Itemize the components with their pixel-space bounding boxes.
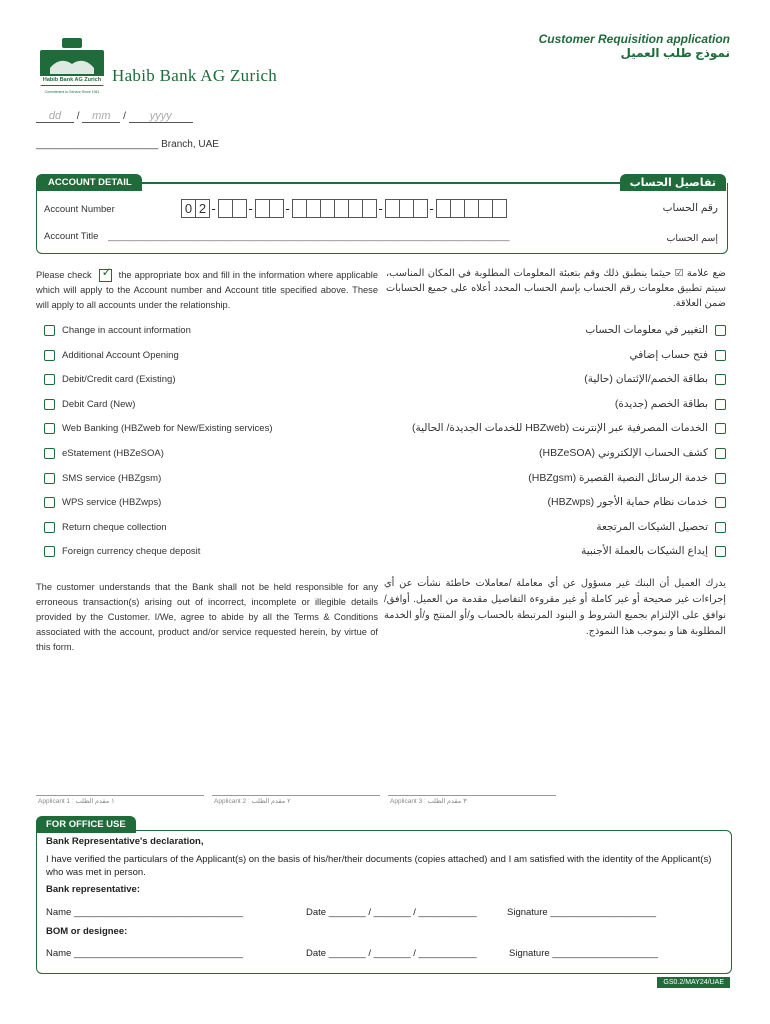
rep-signature-field[interactable]: Signature ____________________ xyxy=(507,907,656,918)
option-row-ar[interactable] xyxy=(412,422,726,434)
bom-date-field[interactable]: Date _______ / _______ / ___________ xyxy=(306,948,477,959)
bank-rep-title: Bank representative: xyxy=(46,884,140,895)
option-label: Return cheque collection xyxy=(62,522,167,534)
applicant-1-label: Applicant 1 : ١ مقدم الطلب xyxy=(38,798,115,805)
checkbox[interactable] xyxy=(715,399,726,410)
disclaimer-ar: يدرك العميل أن البنك غير مسؤول عن أي معاملة /معاملات خاطئة نشأت عن أي إجراءات غير صحيحة أو غير كاملة أو غير مقروءة التفاصيل مقدمة من العميل. أوافق/نوافق على الإلتزام بجميع الشروط و البنود المرتبطة بالحساب و/أو المنتج و/أو الخدمة المطلوبة هنا و بموجب هذا النموذج. xyxy=(384,578,726,637)
option-row-ar[interactable] xyxy=(581,545,726,557)
option-label-ar: الخدمات المصرفية عبر الإنترنت (HBZweb للخدمات الجديدة/ الحالية) xyxy=(412,422,708,434)
checkbox[interactable] xyxy=(715,350,726,361)
applicant-3-signature-line[interactable] xyxy=(388,795,556,796)
digit-box[interactable] xyxy=(292,199,307,218)
bom-name-field[interactable]: Name ________________________________ xyxy=(46,948,244,959)
logo-small-text: Habib Bank AG Zurich xyxy=(42,77,102,83)
option-label-ar: تحصيل الشيكات المرتجعة xyxy=(596,521,708,533)
option-label-ar: إيداع الشيكات بالعملة الأجنبية xyxy=(581,545,708,557)
checkbox[interactable] xyxy=(44,522,55,533)
option-label: Debit/Credit card (Existing) xyxy=(62,374,176,386)
option-label: Debit Card (New) xyxy=(62,399,136,411)
checkbox[interactable] xyxy=(44,374,55,385)
account-detail-tab: ACCOUNT DETAIL xyxy=(36,174,142,191)
instructions-ar: ضع علامة ☑ حيثما ينطبق ذلك وقم بتعبئة المعلومات المطلوبة في المكان المناسب، سيتم تطبيق معلومات رقم الحساب بإسم الحساب المحدد أعلاه على جميع الحسابات ضمن العلاقة. xyxy=(386,268,726,309)
option-label-ar: التغيير في معلومات الحساب xyxy=(585,324,708,336)
account-detail-box xyxy=(36,183,728,254)
digit-box[interactable] xyxy=(306,199,321,218)
digit-box: 2 xyxy=(195,199,210,218)
digit-box[interactable] xyxy=(255,199,270,218)
form-title-en: Customer Requisition application xyxy=(538,32,730,46)
digit-box[interactable] xyxy=(218,199,233,218)
option-row-ar[interactable] xyxy=(596,521,726,533)
option-label-ar: خدمات نظام حماية الأجور (HBZwps) xyxy=(547,496,708,508)
option-label-ar: خدمة الرسائل النصية القصيرة (HBZgsm) xyxy=(528,472,708,484)
checkbox[interactable] xyxy=(715,473,726,484)
office-use-tab: FOR OFFICE USE xyxy=(36,816,136,833)
checkbox[interactable] xyxy=(44,497,55,508)
option-label: SMS service (HBZgsm) xyxy=(62,473,162,485)
checkbox[interactable] xyxy=(715,325,726,336)
digit-box[interactable] xyxy=(450,199,465,218)
declaration-title: Bank Representative's declaration, xyxy=(46,836,204,847)
digit-box[interactable] xyxy=(478,199,493,218)
option-label-ar: فتح حساب إضافي xyxy=(629,349,708,361)
option-row[interactable] xyxy=(44,399,135,410)
checkbox[interactable] xyxy=(715,497,726,508)
bom-signature-field[interactable]: Signature ____________________ xyxy=(509,948,658,959)
form-title-ar: نموذج طلب العميل xyxy=(620,46,730,60)
account-number-field[interactable]: 0 2 - - - - - xyxy=(181,199,506,218)
digit-box[interactable] xyxy=(320,199,335,218)
checkbox[interactable] xyxy=(44,423,55,434)
account-title-label: Account Title xyxy=(44,231,99,242)
option-label-ar: بطاقة الخصم/الإئتمان (حالية) xyxy=(584,373,708,385)
checkbox[interactable] xyxy=(715,546,726,557)
digit-box[interactable] xyxy=(348,199,363,218)
logo-tagline: Commitment to Service Since 1941 xyxy=(44,90,100,94)
date-yyyy-field[interactable]: yyyy xyxy=(129,110,193,123)
option-row[interactable] xyxy=(44,546,200,557)
bank-logo xyxy=(38,38,106,98)
option-label: Additional Account Opening xyxy=(62,350,179,362)
checkbox[interactable] xyxy=(715,522,726,533)
checkbox[interactable] xyxy=(44,325,55,336)
disclaimer-en: The customer understands that the Bank shall not be held responsible for any erroneous transaction(s) arising out of incorrect, incomplete or illegible details provided by the Customer. I/We, agree to abide by all the Terms & Conditions associated with the account, product and/or service requested herein, by virtue of this form. xyxy=(36,582,378,652)
option-label-ar: بطاقة الخصم (جديدة) xyxy=(614,398,708,410)
option-row[interactable] xyxy=(44,325,191,336)
option-row-ar[interactable] xyxy=(539,447,726,459)
digit-box[interactable] xyxy=(334,199,349,218)
digit-box[interactable] xyxy=(399,199,414,218)
option-label: Foreign currency cheque deposit xyxy=(62,546,201,558)
digit-box[interactable] xyxy=(232,199,247,218)
option-row[interactable] xyxy=(44,522,167,533)
checkbox[interactable] xyxy=(715,423,726,434)
digit-box[interactable] xyxy=(385,199,400,218)
digit-box: 0 xyxy=(181,199,196,218)
option-row[interactable] xyxy=(44,473,161,484)
option-row[interactable] xyxy=(44,497,161,508)
branch-label: Branch, UAE xyxy=(161,139,219,150)
account-title-input[interactable]: ____________________________________________________________________________ xyxy=(108,231,510,242)
applicant-2-label: Applicant 2 : ٢ مقدم الطلب xyxy=(214,798,291,805)
option-label: WPS service (HBZwps) xyxy=(62,497,162,509)
checkbox[interactable] xyxy=(44,546,55,557)
form-code: GS0.2/MAY24/UAE xyxy=(657,977,730,988)
rep-name-field[interactable]: Name ________________________________ xyxy=(46,907,244,918)
option-row[interactable] xyxy=(44,423,272,434)
bank-name: Habib Bank AG Zurich xyxy=(112,66,278,85)
date-mm-field[interactable]: mm xyxy=(82,110,120,123)
account-title-label-ar: إسم الحساب xyxy=(666,233,718,244)
option-label: Change in account information xyxy=(62,325,191,337)
bom-title: BOM or designee: xyxy=(46,926,128,937)
digit-box[interactable] xyxy=(269,199,284,218)
date-field[interactable]: dd / mm / yyyy xyxy=(36,110,193,123)
option-row[interactable] xyxy=(44,350,179,361)
checkbox[interactable] xyxy=(44,350,55,361)
applicant-2-signature-line[interactable] xyxy=(212,795,380,796)
branch-line[interactable]: ______________________ xyxy=(36,139,159,150)
applicant-1-signature-line[interactable] xyxy=(36,795,204,796)
option-label: Web Banking (HBZweb for New/Existing services) xyxy=(62,423,273,435)
option-row[interactable] xyxy=(44,448,164,459)
option-row-ar[interactable] xyxy=(584,373,726,385)
option-row-ar[interactable] xyxy=(629,349,726,361)
digit-box[interactable] xyxy=(436,199,451,218)
digit-box[interactable] xyxy=(464,199,479,218)
branch-field[interactable] xyxy=(36,139,219,150)
checkbox[interactable] xyxy=(715,448,726,459)
account-detail-tab-ar: تفاصيل الحساب xyxy=(620,174,726,191)
date-dd-field[interactable]: dd xyxy=(36,110,74,123)
instructions-en: Please check ✓ the appropriate box and fill in the information where applicable which will apply to the Account number and Account title specified above. These will apply to all accounts under the relationship. xyxy=(36,265,378,310)
checkbox[interactable] xyxy=(44,399,55,410)
declaration-text: I have verified the particulars of the Applicant(s) on the basis of his/her/their documents (copies attached) and I am satisfied with the identity of the Applicant(s) who was met in person. xyxy=(46,854,712,878)
applicant-3-label: Applicant 3 : ٣ مقدم الطلب xyxy=(390,798,467,805)
account-title-row xyxy=(44,231,98,242)
rep-date-field[interactable]: Date _______ / _______ / ___________ xyxy=(306,907,477,918)
option-row-ar[interactable] xyxy=(547,496,726,508)
option-row-ar[interactable] xyxy=(615,398,726,410)
option-row-ar[interactable] xyxy=(528,472,726,484)
checkbox[interactable] xyxy=(44,473,55,484)
digit-box[interactable] xyxy=(492,199,507,218)
checkbox[interactable] xyxy=(44,448,55,459)
digit-box[interactable] xyxy=(362,199,377,218)
option-label-ar: كشف الحساب الإلكتروني (HBZeSOA) xyxy=(539,447,708,459)
checkbox[interactable] xyxy=(715,374,726,385)
option-row-ar[interactable] xyxy=(585,324,726,336)
option-row[interactable] xyxy=(44,374,176,385)
account-number-label-ar: رقم الحساب xyxy=(662,202,718,214)
digit-box[interactable] xyxy=(413,199,428,218)
option-label: eStatement (HBZeSOA) xyxy=(62,448,164,460)
account-number-label: Account Number xyxy=(44,204,115,215)
checkmark-icon: ✓ xyxy=(99,269,112,282)
